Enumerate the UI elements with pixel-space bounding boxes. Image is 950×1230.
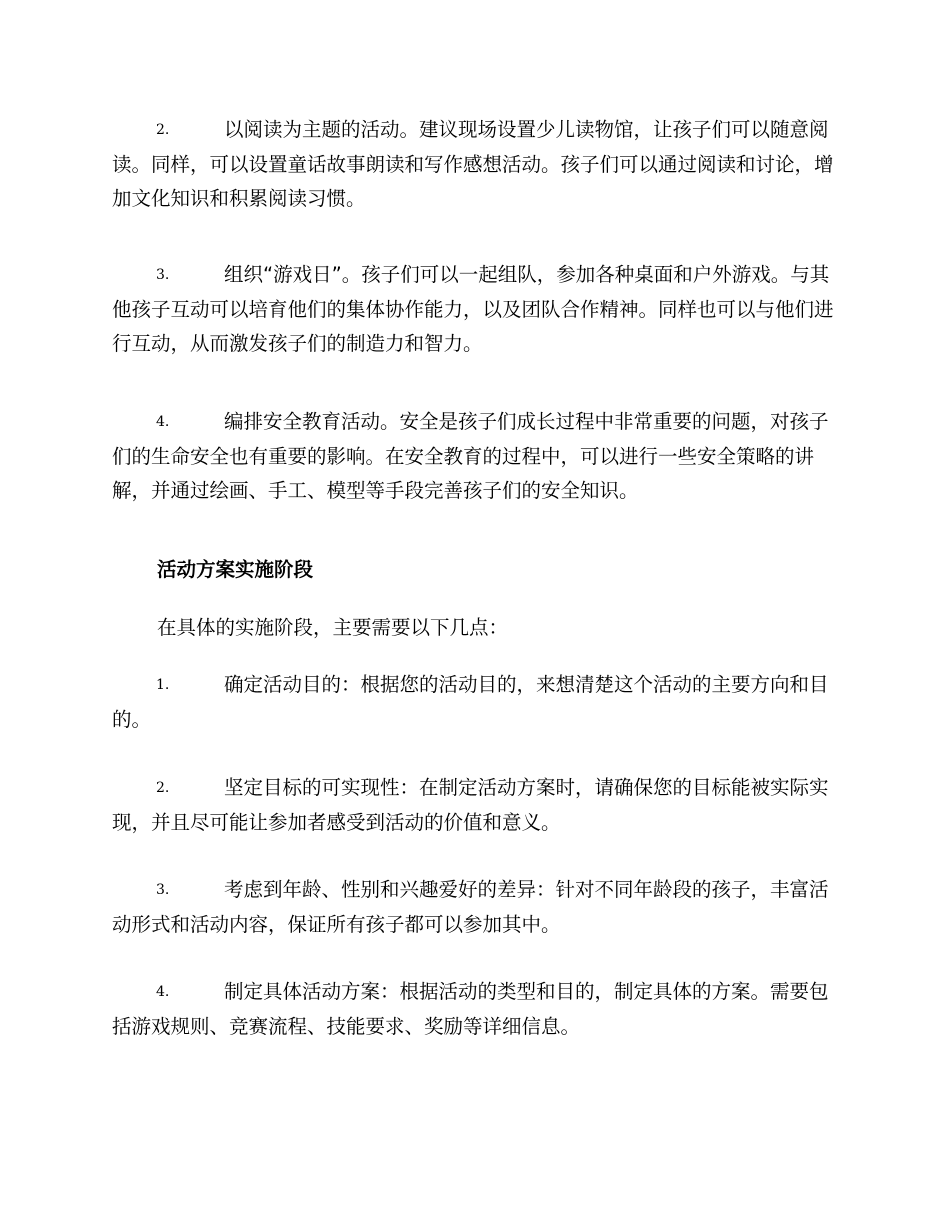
list-number: 2. [156,122,170,138]
list-item-text: 制定具体活动方案：根据活动的类型和目的，制定具体的方案。需要包括游戏规则、竞赛流程、技能要求、奖励等详细信息。 [112,980,829,1038]
list-number: 4. [156,414,170,430]
list-item [112,258,835,362]
list-item-text: 组织“游戏日”。孩子们可以一起组队，参加各种桌面和户外游戏。与其他孩子互动可以培育他们的集体协作能力，以及团队合作精神。同样也可以与他们进行互动，从而激发孩子们的制造力和智力。 [112,263,834,355]
list-number: 2. [156,780,170,796]
section-intro: 在具体的实施阶段，主要需要以下几点： [157,616,509,639]
list-item-text: 考虑到年龄、性别和兴趣爱好的差异：针对不同年龄段的孩子，丰富活动形式和活动内容，保证所有孩子都可以参加其中。 [112,878,829,936]
list-item-text: 以阅读为主题的活动。建议现场设置少儿读物馆，让孩子们可以随意阅读。同样，可以设置童话故事朗读和写作感想活动。孩子们可以通过阅读和讨论，增加文化知识和积累阅读习惯。 [112,118,834,210]
list-item [112,113,835,217]
section-heading: 活动方案实施阶段 [157,558,314,581]
list-number: 1. [156,677,170,693]
list-number: 3. [156,882,170,898]
list-number: 4. [156,984,170,1000]
list-item-text: 确定活动目的：根据您的活动目的，来想清楚这个活动的主要方向和目的。 [112,673,829,731]
list-item [112,975,835,1044]
list-item [112,405,835,509]
list-item-text: 坚定目标的可实现性：在制定活动方案时，请确保您的目标能被实际实现，并且尽可能让参加者感受到活动的价值和意义。 [112,776,829,834]
list-item [112,873,835,942]
list-item [112,771,835,840]
list-number: 3. [156,267,170,283]
list-item [112,668,835,737]
list-item-text: 编排安全教育活动。安全是孩子们成长过程中非常重要的问题，对孩子们的生命安全也有重要的影响。在安全教育的过程中，可以进行一些安全策略的讲解，并通过绘画、手工、模型等手段完善孩子们的安全知识。 [112,410,829,502]
